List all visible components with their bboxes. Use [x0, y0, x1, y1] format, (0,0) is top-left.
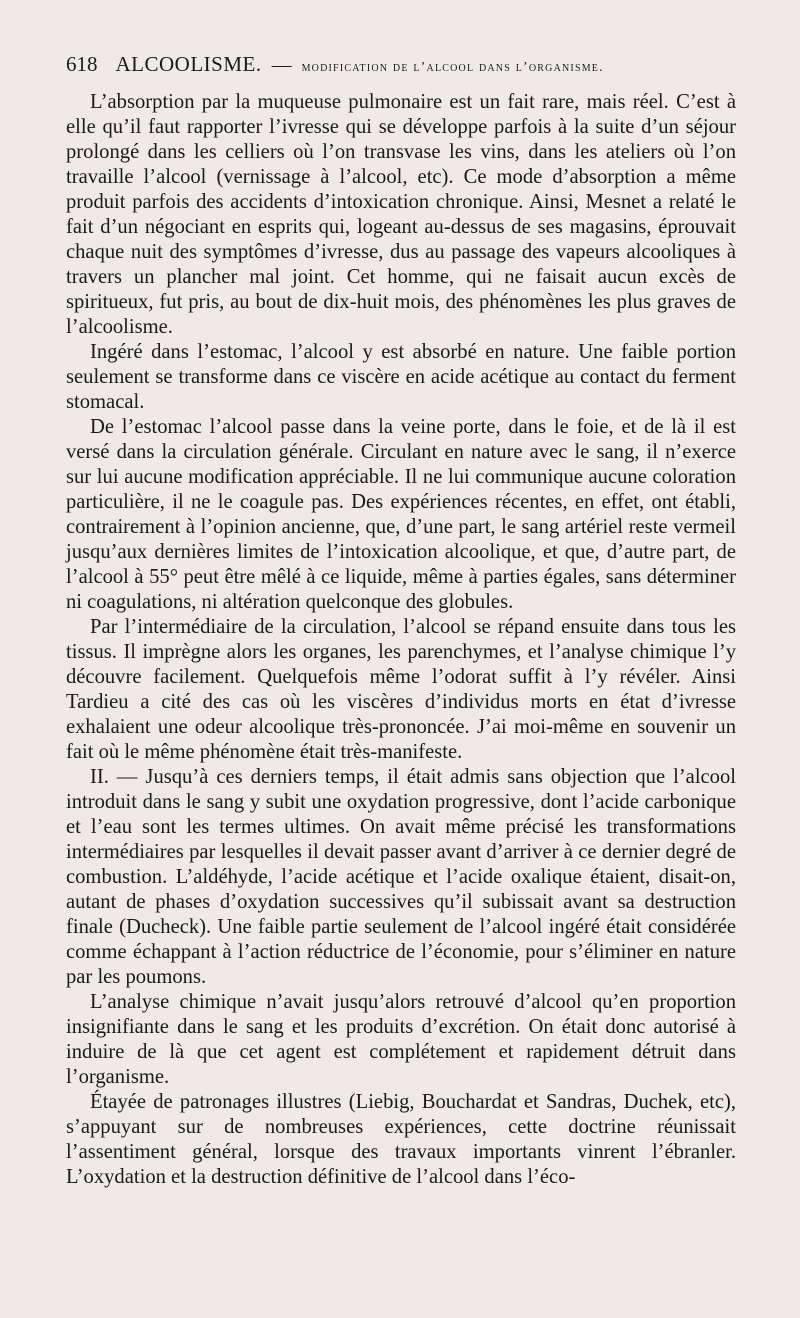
page-body [66, 90, 736, 1190]
running-header [66, 52, 736, 90]
paragraph-doctrine: Étayée de patronages illustres (Liebig, Bouchardat et Sandras, Duchek, etc), s’appuyant sur de nombreuses expériences, cette doctrine réunissait l’assentiment général, lorsque des travaux importants vinrent l’ébranler. L’oxydation et la destruction définitive de l’alcool dans l’éco- [66, 1091, 736, 1188]
header-dash: — [271, 54, 292, 76]
paragraph-stomach-ingestion: Ingéré dans l’estomac, l’alcool y est absorbé en nature. Une faible portion seulement se transforme dans ce viscère en acide acétique au contact du ferment stomacal. [66, 341, 736, 413]
chapter-title: ALCOOLISME. [115, 52, 262, 76]
paragraph-pulmonary-absorption: L’absorption par la muqueuse pulmonaire est un fait rare, mais réel. C’est à elle qu’il faut rapporter l’ivresse qui se développe parfois à la suite d’un séjour prolongé dans les celliers où l’on transvase les vins, dans les ateliers où l’on travaille l’alcool (vernissage à l’alcool, etc). Ce mode d’absorption a même produit parfois des accidents d’intoxication chronique. Ainsi, Mesnet a relaté le fait d’un négociant en esprits qui, logeant au-dessus de ses magasins, éprouvait chaque nuit des symptômes d’ivresse, dus au passage des vapeurs alcooliques à travers un plancher mal joint. Cet homme, qui ne faisait aucun excès de spiritueux, fut pris, au bout de dix-huit mois, des phénomènes les plus graves de l’alcoolisme. [66, 91, 736, 338]
page-number: 618 [66, 52, 98, 76]
paragraph-circulation: De l’estomac l’alcool passe dans la veine porte, dans le foie, et de là il est versé dans la circulation générale. Circulant en nature avec le sang, il n’exerce sur lui aucune modification appréciable. Il ne lui communique aucune coloration particulière, il ne le coagule pas. Des expériences récentes, en effet, ont établi, contrairement à l’opinion ancienne, que, d’une part, le sang artériel reste vermeil jusqu’aux dernières limites de l’intoxication alcoolique, et que, d’autre part, de l’alcool à 55° peut être mêlé à ce liquide, même à parties égales, sans déterminer ni coagulations, ni altération quelconque des globules. [66, 416, 736, 613]
section-subtitle: modification de l’alcool dans l’organisme. [301, 60, 604, 75]
paragraph-oxidation: II. — Jusqu’à ces derniers temps, il était admis sans objection que l’alcool introduit dans le sang y subit une oxydation progressive, dont l’acide carbonique et l’eau sont les termes ultimes. On avait même précisé les transformations intermédiaires par lesquelles il devait passer avant d’arriver à ce dernier degré de combustion. L’aldéhyde, l’acide acétique et l’acide oxalique étaient, disait-on, autant de phases d’oxydation successives qu’il subissait avant sa destruction finale (Ducheck). Une faible partie seulement de l’alcool ingéré était considérée comme échappant à l’action réductrice de l’économie, pour s’éliminer en nature par les poumons. [66, 766, 736, 988]
paragraph-tissues: Par l’intermédiaire de la circulation, l’alcool se répand ensuite dans tous les tissus. Il imprègne alors les organes, les parenchymes, et l’analyse chimique l’y découvre facilement. Quelquefois même l’odorat suffit à l’y révéler. Ainsi Tardieu a cité des cas où les viscères d’individus morts en état d’ivresse exhalaient une odeur alcoolique très-prononcée. J’ai moi-même en souvenir un fait où le même phénomène était très-manifeste. [66, 616, 736, 763]
paragraph-chemical-analysis: L’analyse chimique n’avait jusqu’alors retrouvé d’alcool qu’en proportion insignifiante dans le sang et les produits d’excrétion. On était donc autorisé à induire de là que cet agent est complétement et rapidement détruit dans l’organisme. [66, 991, 736, 1088]
